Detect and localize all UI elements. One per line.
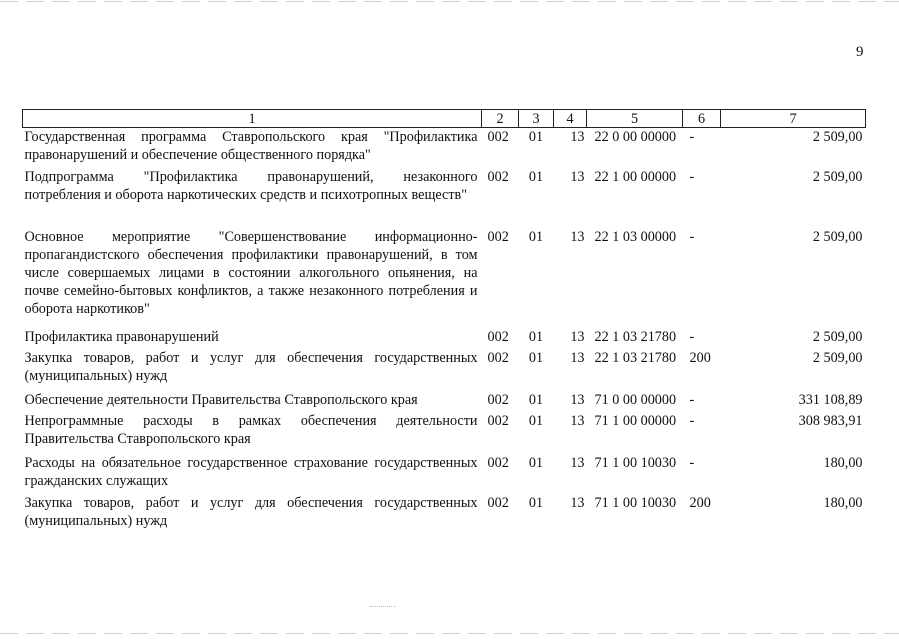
row-code-target: 22 1 03 21780 <box>594 350 677 366</box>
row-code-target: 71 0 00 00000 <box>594 392 677 408</box>
page-number: 9 <box>856 44 864 60</box>
scan-edge-bottom <box>0 633 899 634</box>
table-row <box>23 168 866 228</box>
row-code-target: 22 1 03 21780 <box>594 329 677 345</box>
row-code-section: 01 <box>528 169 544 185</box>
header-row <box>23 110 866 128</box>
header-col-4: 4 <box>554 110 587 128</box>
row-code-target: 71 1 00 10030 <box>594 455 677 471</box>
header-col-3: 3 <box>519 110 554 128</box>
row-amount: 180,00 <box>823 455 863 471</box>
row-code-target: 22 0 00 00000 <box>594 129 677 145</box>
row-code-section: 01 <box>528 455 544 471</box>
header-col-6: 6 <box>683 110 721 128</box>
row-code-ministry: 002 <box>487 495 509 511</box>
row-code-ministry: 002 <box>487 455 509 471</box>
row-amount: 2 509,00 <box>812 229 863 245</box>
scan-edge-top <box>0 1 899 2</box>
table-row <box>23 494 866 534</box>
row-amount: 180,00 <box>823 495 863 511</box>
row-name: Основное мероприятие "Совершенствование информационно-пропагандистского обеспечения профилактики правонарушений, в том числе совершаемых лицами в состоянии алкогольного опьянения, на почве семейно-бытовых конфликтов, а также незаконного потребления и оборота наркотиков" <box>24 229 478 317</box>
row-code-expense-type: 200 <box>689 350 711 366</box>
row-code-target: 71 1 00 10030 <box>594 495 677 511</box>
row-name: Закупка товаров, работ и услуг для обеспечения государственных (муниципальных) нужд <box>24 350 478 384</box>
row-name: Закупка товаров, работ и услуг для обеспечения государственных (муниципальных) нужд <box>24 495 478 529</box>
table-row <box>23 349 866 391</box>
row-code-expense-type: - <box>689 329 695 345</box>
row-name: Государственная программа Ставропольского края "Профилактика правонарушений и обеспечение общественного порядка" <box>24 129 478 163</box>
header-col-5: 5 <box>587 110 683 128</box>
row-code-subsection: 13 <box>570 169 585 185</box>
row-code-ministry: 002 <box>487 350 509 366</box>
row-code-expense-type: 200 <box>689 495 711 511</box>
row-code-ministry: 002 <box>487 413 509 429</box>
row-name: Непрограммные расходы в рамках обеспечения деятельности Правительства Ставропольского края <box>24 413 478 447</box>
row-code-subsection: 13 <box>570 392 585 408</box>
header-col-7: 7 <box>721 110 866 128</box>
row-code-target: 71 1 00 00000 <box>594 413 677 429</box>
table-row <box>23 328 866 349</box>
row-code-expense-type: - <box>689 229 695 245</box>
row-code-ministry: 002 <box>487 129 509 145</box>
row-code-section: 01 <box>528 413 544 429</box>
row-code-subsection: 13 <box>570 495 585 511</box>
row-amount: 331 108,89 <box>798 392 863 408</box>
row-code-section: 01 <box>528 329 544 345</box>
table-row <box>23 412 866 454</box>
row-code-section: 01 <box>528 495 544 511</box>
row-code-ministry: 002 <box>487 329 509 345</box>
row-code-target: 22 1 03 00000 <box>594 229 677 245</box>
row-code-section: 01 <box>528 392 544 408</box>
row-code-subsection: 13 <box>570 455 585 471</box>
row-code-subsection: 13 <box>570 413 585 429</box>
row-name: Обеспечение деятельности Правительства Ставропольского края <box>24 392 418 408</box>
table-row <box>23 454 866 494</box>
row-amount: 2 509,00 <box>812 350 863 366</box>
row-code-ministry: 002 <box>487 229 509 245</box>
row-code-expense-type: - <box>689 413 695 429</box>
row-name: Профилактика правонарушений <box>24 329 219 345</box>
row-name: Подпрограмма "Профилактика правонарушений, незаконного потребления и оборота наркотических средств и психотропных веществ" <box>24 169 478 203</box>
row-amount: 2 509,00 <box>812 329 863 345</box>
header-col-2: 2 <box>482 110 519 128</box>
row-code-expense-type: - <box>689 169 695 185</box>
row-code-target: 22 1 00 00000 <box>594 169 677 185</box>
row-code-expense-type: - <box>689 392 695 408</box>
row-amount: 2 509,00 <box>812 169 863 185</box>
table-row <box>23 128 866 169</box>
row-code-ministry: 002 <box>487 392 509 408</box>
table-row <box>23 228 866 328</box>
row-code-section: 01 <box>528 350 544 366</box>
row-name: Расходы на обязательное государственное страхование государственных гражданских служащих <box>24 455 478 489</box>
scan-artifact <box>370 606 396 611</box>
row-code-expense-type: - <box>689 455 695 471</box>
row-code-subsection: 13 <box>570 229 585 245</box>
row-amount: 308 983,91 <box>798 413 863 429</box>
row-code-subsection: 13 <box>570 129 585 145</box>
row-code-subsection: 13 <box>570 329 585 345</box>
table-row <box>23 391 866 412</box>
row-code-ministry: 002 <box>487 169 509 185</box>
budget-table <box>22 109 866 534</box>
header-col-1: 1 <box>23 110 482 128</box>
row-code-expense-type: - <box>689 129 695 145</box>
row-amount: 2 509,00 <box>812 129 863 145</box>
row-code-section: 01 <box>528 229 544 245</box>
row-code-section: 01 <box>528 129 544 145</box>
row-code-subsection: 13 <box>570 350 585 366</box>
